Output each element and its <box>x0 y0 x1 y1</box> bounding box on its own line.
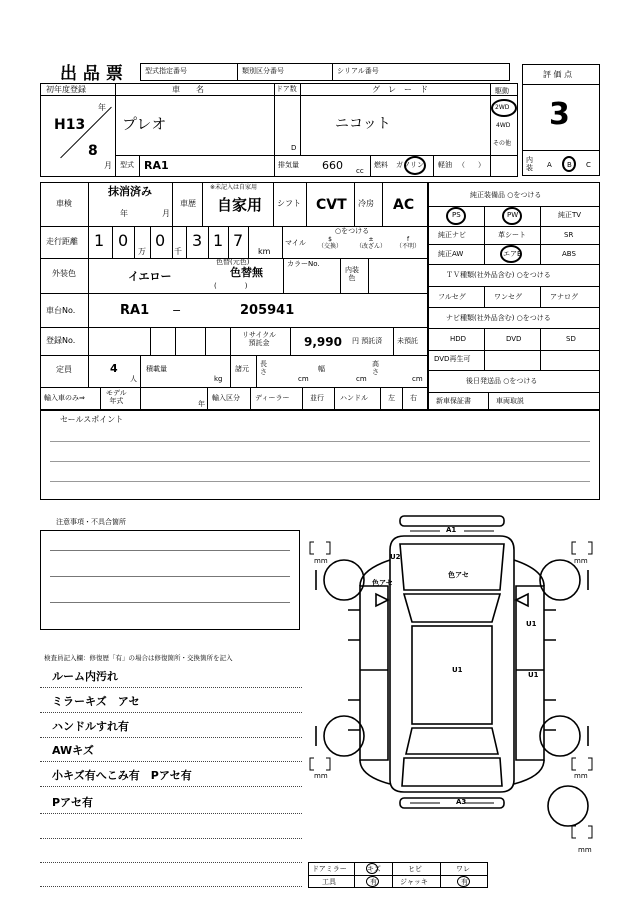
fuel-diesel: 軽油 <box>438 161 452 169</box>
equip-airbag: エアB <box>503 250 522 258</box>
mirror-value: キズ <box>367 865 381 873</box>
repaint-value: 色替無 <box>230 266 263 279</box>
import-car-label: 輸入車のみ⇒ <box>44 394 85 402</box>
mm-label-4: mm <box>574 772 588 780</box>
color-value: イエロー <box>128 270 172 283</box>
color-label: 外装色 <box>52 269 76 278</box>
fuel-gas-circle <box>404 156 426 175</box>
shift-label: シフト <box>277 199 301 208</box>
ac-value: AC <box>393 197 415 213</box>
equip-abs: ABS <box>562 250 576 258</box>
mark-color-left: 色アセ <box>372 579 393 587</box>
equip-ps-circle <box>446 207 466 225</box>
height-cm: cm <box>412 375 423 383</box>
notes-bracket <box>40 530 300 630</box>
dealer-option: ディーラー <box>255 394 290 402</box>
import-class-label: 輸入区分 <box>212 394 240 402</box>
import-b: B <box>567 161 572 169</box>
later-manual: 車両取説 <box>496 397 524 405</box>
sen-unit: 千 <box>174 247 182 256</box>
equip-pw: PW <box>507 211 519 219</box>
mm-label-1: mm <box>314 557 328 565</box>
notes-label: 注意事項・不具合箇所 <box>56 518 126 526</box>
history-value: 自家用 <box>217 196 263 214</box>
handle-label: ハンドル <box>340 394 368 402</box>
equip-sr: SR <box>564 231 574 239</box>
recycle-unpaid: 未預託 <box>397 337 418 345</box>
mileage-digit-6: 7 <box>233 231 244 250</box>
recycle-unit: 円 預託済 <box>352 337 383 345</box>
car-name-value: プレオ <box>122 115 167 133</box>
tools-circle <box>366 876 379 887</box>
form-title: 出 品 票 <box>60 64 123 84</box>
repaint-paren: ( ) <box>214 282 248 290</box>
sales-points-box <box>40 410 600 500</box>
import-a: A <box>547 161 552 169</box>
note-item-4: AWキズ <box>52 744 94 757</box>
width-cm: cm <box>356 375 367 383</box>
mm-label-2: mm <box>574 557 588 565</box>
length-label: 長 さ <box>260 360 267 376</box>
rating-label: 評 価 点 <box>543 70 573 79</box>
tools-label: 工具 <box>322 878 336 886</box>
code-row <box>140 63 510 81</box>
drive-2wd: 2WD <box>495 104 510 111</box>
mirror-circle <box>366 863 378 874</box>
chassis-label: 車台No. <box>46 306 76 315</box>
history-label: 車歴 <box>180 199 196 208</box>
tv-oneseg: ワンセグ <box>494 293 522 301</box>
serial-label: シリアル番号 <box>337 67 379 75</box>
drive-2wd-circle <box>491 99 517 117</box>
man-unit: 万 <box>138 247 146 256</box>
class-code-label: 類別区分番号 <box>242 67 284 75</box>
break-label: ワレ <box>456 865 470 873</box>
recycle-value: 9,990 <box>304 335 342 349</box>
interior-color-label: 内装 色 <box>345 266 359 283</box>
load-label: 積載量 <box>146 365 167 373</box>
mark-a3: A3 <box>456 798 467 806</box>
mark-u1-upper: U1 <box>526 620 537 628</box>
later-title: 後日発送品 ○をつける <box>466 377 538 385</box>
tools-value: 有 <box>370 878 377 886</box>
model-year-label: モデル 年式 <box>106 389 127 405</box>
displacement-unit: cc <box>356 167 364 175</box>
crack-label: ヒビ <box>408 865 422 873</box>
inspection-month-unit: 月 <box>162 209 170 218</box>
navi-sd: SD <box>566 335 576 343</box>
import-label: 内 装 <box>526 156 533 173</box>
equip-navi: 純正ナビ <box>438 231 466 239</box>
chassis-prefix: RA1 <box>120 303 150 318</box>
jack-label: ジャッキ <box>400 878 428 886</box>
mm-label-5: mm <box>578 846 592 854</box>
type-code-label: 型式指定番号 <box>145 67 187 75</box>
inspector-label: 検査員記入欄：修復歴「有」の場合は修復箇所・交換箇所を記入 <box>44 654 233 662</box>
mileage-digit-1: 1 <box>94 231 105 250</box>
model-value: RA1 <box>144 159 169 172</box>
fuel-gas: ガソリン <box>396 161 424 169</box>
navi-title: ナビ種類(社外品含む) ○をつける <box>446 314 551 322</box>
width-label: 幅 <box>318 365 325 373</box>
doors-label: ドア数 <box>276 85 297 93</box>
mileage-digit-2: 0 <box>118 231 129 250</box>
mileage-digit-3: 0 <box>155 231 166 250</box>
navi-hdd: HDD <box>450 335 467 343</box>
car-name-label: 車 名 <box>172 85 204 94</box>
tv-fullseg: フルセグ <box>438 293 466 301</box>
recycle-label: リサイクル 預託金 <box>242 331 277 348</box>
altered-label: ± （改ざん） <box>356 236 387 250</box>
mark-u1-right: U1 <box>528 671 539 679</box>
km-unit: km <box>258 247 271 256</box>
handle-right: 右 <box>410 394 417 402</box>
length-cm: cm <box>298 375 309 383</box>
grade-label: グ レ ー ド <box>372 85 428 94</box>
mirror-label: ドアミラー <box>312 865 347 873</box>
jack-value: 有 <box>461 878 468 886</box>
history-note: ※未記入は自家用 <box>210 184 258 191</box>
doors-unit: D <box>291 144 297 152</box>
fuel-paren-open: （ <box>458 161 465 169</box>
chassis-dash: − <box>172 304 182 317</box>
fuel-label: 燃料 <box>374 161 388 169</box>
chassis-number: 205941 <box>240 303 295 318</box>
later-warranty: 新車保証書 <box>436 397 471 405</box>
load-unit: kg <box>214 375 223 383</box>
unknown-label: f （不明） <box>396 236 421 250</box>
note-item-6: Pアセ有 <box>52 796 93 809</box>
shift-value: CVT <box>316 197 347 213</box>
color-no-label: カラーNo. <box>287 260 320 268</box>
ac-label: 冷房 <box>358 199 374 208</box>
exchange-label: $ （交換） <box>318 236 343 250</box>
first-reg-month: 8 <box>88 143 98 159</box>
dims-label: 諸元 <box>235 365 249 373</box>
displacement-label: 排気量 <box>278 161 299 169</box>
circle-note: ○をつける <box>335 227 370 235</box>
inspection-value: 抹消済み <box>108 185 152 198</box>
first-reg-label: 初年度登録 <box>46 85 86 94</box>
mark-a1: A1 <box>446 526 457 534</box>
mile-label: マイル <box>285 239 306 247</box>
parallel-option: 並行 <box>310 394 324 402</box>
month-unit: 月 <box>104 161 112 170</box>
drive-label: 駆動 <box>495 87 509 95</box>
inspection-year-unit: 年 <box>120 209 128 218</box>
drive-other: その他 <box>493 140 512 147</box>
mileage-digit-5: 1 <box>213 231 224 250</box>
rating-value: 3 <box>549 97 570 132</box>
mileage-label: 走行距離 <box>46 237 78 246</box>
reg-no-label: 登録No. <box>46 336 76 345</box>
capacity-label: 定員 <box>56 365 72 374</box>
mileage-digit-4: 3 <box>192 231 203 250</box>
model-label: 型式 <box>120 161 134 169</box>
mark-u2: U2 <box>390 553 401 561</box>
note-item-3: ハンドルすれ有 <box>52 720 129 733</box>
model-year-unit: 年 <box>198 400 205 408</box>
year-unit: 年 <box>98 103 106 112</box>
details-block <box>40 182 428 410</box>
equip-airbag-circle <box>500 245 522 263</box>
tv-analog: アナログ <box>550 293 578 301</box>
fuel-paren-close: ） <box>478 161 485 169</box>
note-item-5: 小キズ有へこみ有 Pアセ有 <box>52 769 192 782</box>
car-damage-diagram <box>300 510 610 860</box>
grade-value: ニコット <box>335 116 391 132</box>
mark-color-roof: 色アセ <box>448 571 469 579</box>
first-reg-year: H13 <box>54 117 86 133</box>
height-label: 高 さ <box>372 360 379 376</box>
inspection-label: 車検 <box>56 199 72 208</box>
import-b-circle <box>562 156 576 172</box>
equip-tv: 純正TV <box>558 211 582 219</box>
jack-circle <box>457 876 470 887</box>
dvd-playback: DVD再生可 <box>434 355 471 363</box>
repaint-label: 色替(元色) <box>216 258 250 266</box>
equip-aw: 純正AW <box>438 250 464 258</box>
equip-leather: 革シート <box>498 231 526 239</box>
note-item-1: ルーム内汚れ <box>52 670 118 683</box>
capacity-unit: 人 <box>130 375 137 383</box>
mm-label-3: mm <box>314 772 328 780</box>
capacity-value: 4 <box>110 362 118 375</box>
handle-left: 左 <box>388 394 395 402</box>
import-c: C <box>586 161 591 169</box>
note-item-2: ミラーキズ アセ <box>52 695 140 708</box>
equipment-title: 純正装備品 ○をつける <box>470 191 542 199</box>
equip-pw-circle <box>502 207 522 225</box>
mark-u1-center: U1 <box>452 666 463 674</box>
displacement-value: 660 <box>322 159 343 172</box>
drive-4wd: 4WD <box>496 122 511 129</box>
sales-points-label: セールスポイント <box>60 415 124 424</box>
equip-ps: PS <box>452 211 461 219</box>
navi-dvd: DVD <box>506 335 522 343</box>
tv-title: ＴＶ種類(社外品含む) ○をつける <box>446 271 551 279</box>
